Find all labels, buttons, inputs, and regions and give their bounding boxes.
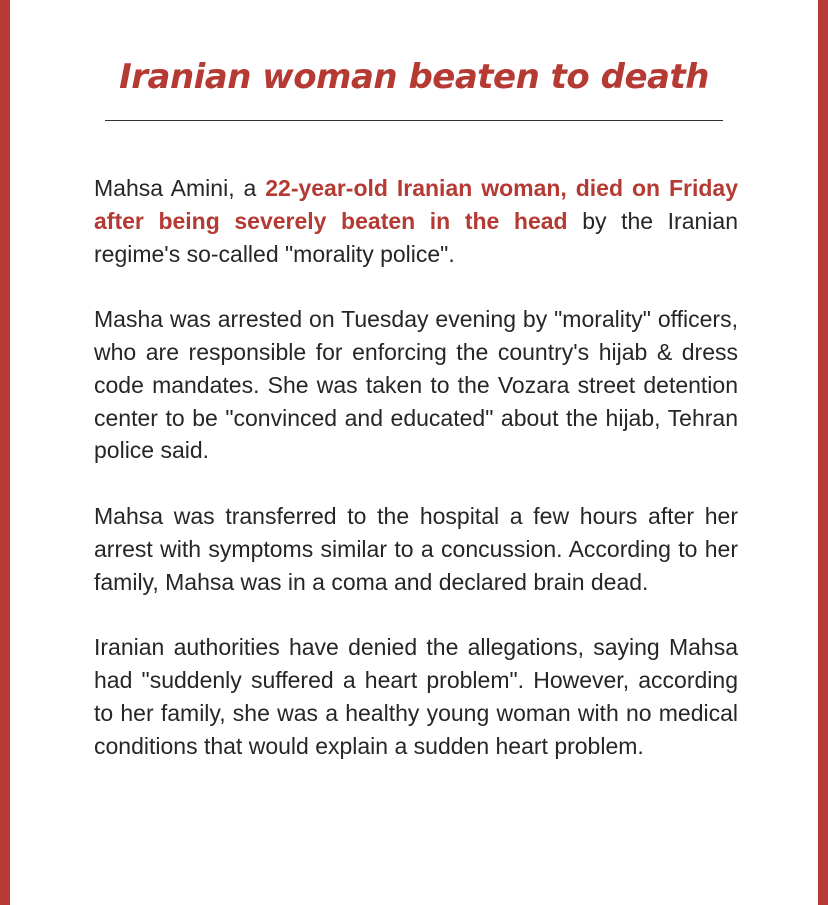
right-border: [818, 0, 828, 905]
title-divider: [105, 120, 723, 121]
paragraph-1-tail: by the Iranian regime's so-called "morality police".: [94, 207, 738, 267]
paragraph-2: Masha was arrested on Tuesday evening by "morality" officers, who are responsible for enforcing the country's hijab & dress code mandates. She was taken to the Vozara street detention center to be "convinced and educated" about the hijab, Tehran police said.: [94, 306, 738, 464]
paragraph-1-highlight: 22-year-old Iranian woman, died on Friday after being severely beaten in the head: [94, 175, 738, 234]
paragraph-3: Mahsa was transferred to the hospital a few hours after her arrest with symptoms similar to a concussion. According to her family, Mahsa was in a coma and declared brain dead.: [94, 502, 738, 595]
article-body: [94, 172, 738, 795]
paragraph-4: Iranian authorities have denied the allegations, saying Mahsa had "suddenly suffered a heart problem". However, according to her family, she was a healthy young woman with no medical conditions that would explain a sudden heart problem.: [94, 634, 738, 759]
paragraph-1-lead: Mahsa Amini, a: [94, 175, 266, 201]
article-title: Iranian woman beaten to death: [119, 57, 709, 97]
paragraph-1: [94, 172, 738, 270]
left-border: [0, 0, 10, 905]
